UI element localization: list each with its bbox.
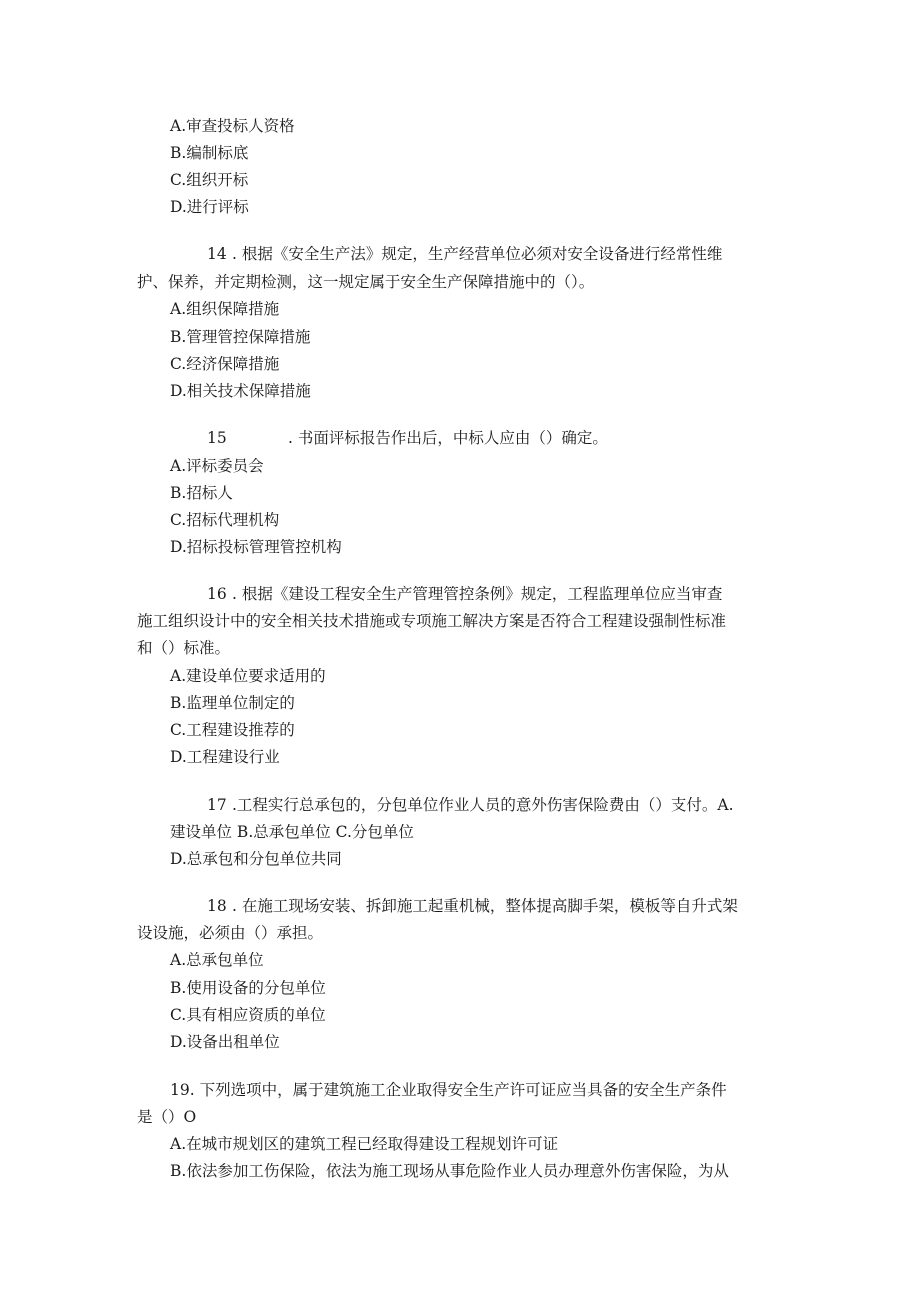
q18-option-a: A.总承包单位 [170, 951, 264, 969]
q18-option-b: B.使用设备的分包单位 [170, 979, 326, 997]
q16-option-d: D.工程建设行业 [170, 748, 280, 766]
q19-stem-line2: 是（）O [137, 1108, 197, 1126]
q13-option-b: B.编制标底 [170, 144, 249, 162]
q17-stem-line1: .工程实行总承包的，分包单位作业人员的意外伤害保险费由（）支付。A. [232, 796, 734, 814]
q14-option-d: D.相关技术保障措施 [170, 382, 311, 400]
q14-number: 14 [207, 245, 227, 263]
q15-stem-line1: . 书面评标报告作出后，中标人应由（）确定。 [288, 429, 608, 447]
q15-option-d: D.招标投标管理管控机构 [170, 538, 342, 556]
q14-stem-line1: . 根据《安全生产法》规定，生产经营单位必须对安全设备进行经常性维 [232, 245, 723, 263]
q16-number: 16 [207, 585, 227, 603]
q14-option-a: A.组织保障措施 [170, 300, 280, 318]
q14-option-c: C.经济保障措施 [170, 355, 280, 373]
q16-stem-line1: . 根据《建设工程安全生产管理管控条例》规定，工程监理单位应当审查 [232, 585, 723, 603]
q13-option-d: D.进行评标 [170, 198, 249, 216]
q13-option-c: C.组织开标 [170, 171, 249, 189]
q16-stem-line3: 和（）标准。 [137, 639, 231, 657]
q16-option-b: B.监理单位制定的 [170, 694, 295, 712]
q16-option-a: A.建设单位要求适用的 [170, 667, 326, 685]
q17-stem-line2: 建设单位 B.总承包单位 C.分包单位 [170, 823, 414, 841]
q18-option-c: C.具有相应资质的单位 [170, 1006, 326, 1024]
q18-stem-line1: . 在施工现场安装、拆卸施工起重机械，整体提高脚手架，模板等自升式架 [232, 897, 738, 915]
q18-number: 18 [207, 897, 227, 915]
q19-option-b: B.依法参加工伤保险，依法为施工现场从事危险作业人员办理意外伤害保险，为从 [170, 1162, 729, 1180]
q16-option-c: C.工程建设推荐的 [170, 721, 295, 739]
q13-option-a: A.审查投标人资格 [170, 117, 295, 135]
q19-option-a: A.在城市规划区的建筑工程已经取得建设工程规划许可证 [170, 1135, 559, 1153]
q15-option-c: C.招标代理机构 [170, 511, 280, 529]
q17-number: 17 [207, 796, 227, 814]
q15-option-a: A.评标委员会 [170, 457, 264, 475]
q15-number: 15 [207, 429, 227, 447]
q19-stem-line1: 19. 下列选项中，属于建筑施工企业取得安全生产许可证应当具备的安全生产条件 [170, 1081, 727, 1099]
q16-stem-line2: 施工组织设计中的安全相关技术措施或专项施工解决方案是否符合工程建设强制性标准 [137, 612, 727, 630]
q14-option-b: B.管理管控保障措施 [170, 328, 311, 346]
q17-stem-line3: D.总承包和分包单位共同 [170, 850, 342, 868]
q15-option-b: B.招标人 [170, 484, 233, 502]
q18-option-d: D.设备出租单位 [170, 1033, 280, 1051]
q18-stem-line2: 设设施，必须由（）承担。 [137, 924, 324, 942]
q14-stem-line2: 护、保养，并定期检测，这一规定属于安全生产保障措施中的（）。 [137, 273, 595, 291]
